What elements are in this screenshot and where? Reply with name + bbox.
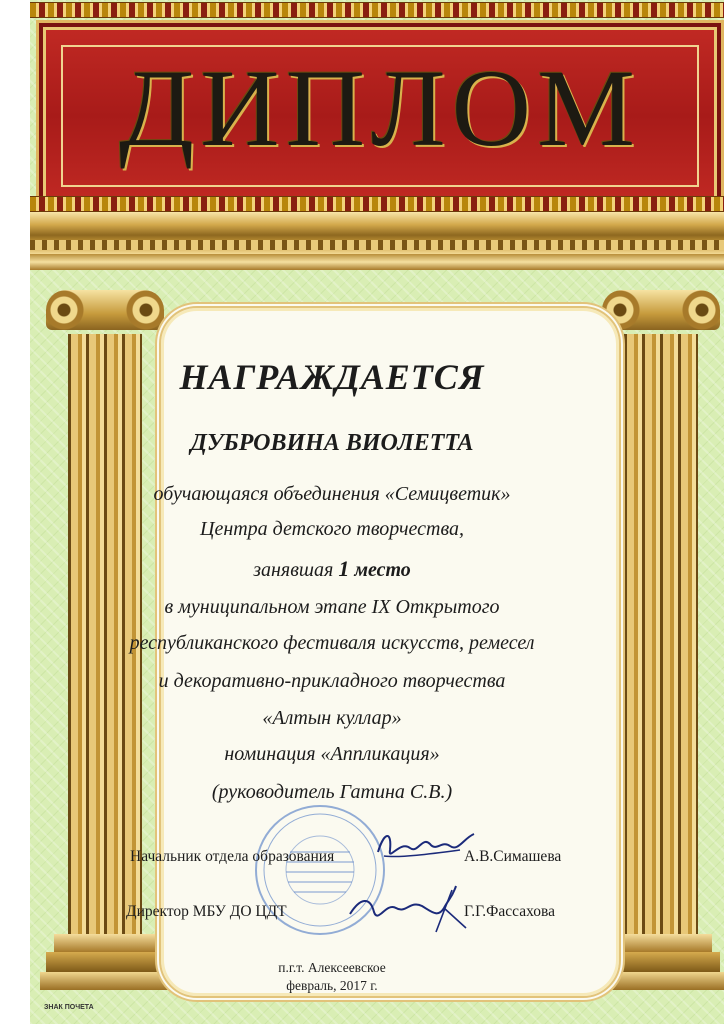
- body-line-2: Центра детского творчества,: [200, 518, 464, 540]
- body-line-5: республиканского фестиваля искусств, ремесел: [129, 632, 535, 654]
- place-prefix: занявшая: [253, 559, 334, 581]
- signer-2-role: Директор МБУ ДО ЦДТ: [126, 903, 287, 920]
- award-heading: НАГРАЖДАЕТСЯ: [179, 357, 485, 397]
- footer-place: п.г.т. Алексеевское: [278, 960, 386, 975]
- body-line-1: обучающаяся объединения «Семицветик»: [153, 483, 511, 505]
- left-column-capital: [46, 290, 164, 330]
- body-line-4: в муниципальном этапе IX Открытого: [164, 596, 500, 618]
- left-column-base: [54, 934, 156, 952]
- greek-border-top: [30, 2, 724, 18]
- cornice-lower: [30, 254, 724, 270]
- body-line-8: номинация «Аппликация»: [224, 743, 440, 765]
- place-word: место: [354, 559, 411, 581]
- footer-date: февраль, 2017 г.: [286, 978, 378, 993]
- signature-fassakhova: [340, 878, 480, 938]
- body-line-9: (руководитель Гатина С.В.): [211, 781, 453, 803]
- body-line-7: «Алтын куллар»: [262, 707, 402, 729]
- recipient-name: ДУБРОВИНА ВИОЛЕТТА: [190, 430, 474, 456]
- publisher-logo: ЗНАК ПОЧЕТА: [44, 1004, 94, 1011]
- diploma-title: ДИПЛОМ: [119, 47, 641, 169]
- signer-1-name: А.В.Симашева: [464, 848, 562, 865]
- body-line-6: и декоративно-прикладного творчества: [158, 670, 506, 692]
- title-band: [36, 20, 724, 212]
- cornice-dentils: [30, 240, 724, 250]
- signer-1-role: Начальник отдела образования: [130, 848, 335, 865]
- greek-border-bottom: [30, 196, 724, 212]
- right-column-base: [610, 934, 712, 952]
- body-line-3: [0, 556, 694, 582]
- signer-2-name: Г.Г.Фассахова: [464, 903, 556, 920]
- place-number: 1: [338, 556, 350, 581]
